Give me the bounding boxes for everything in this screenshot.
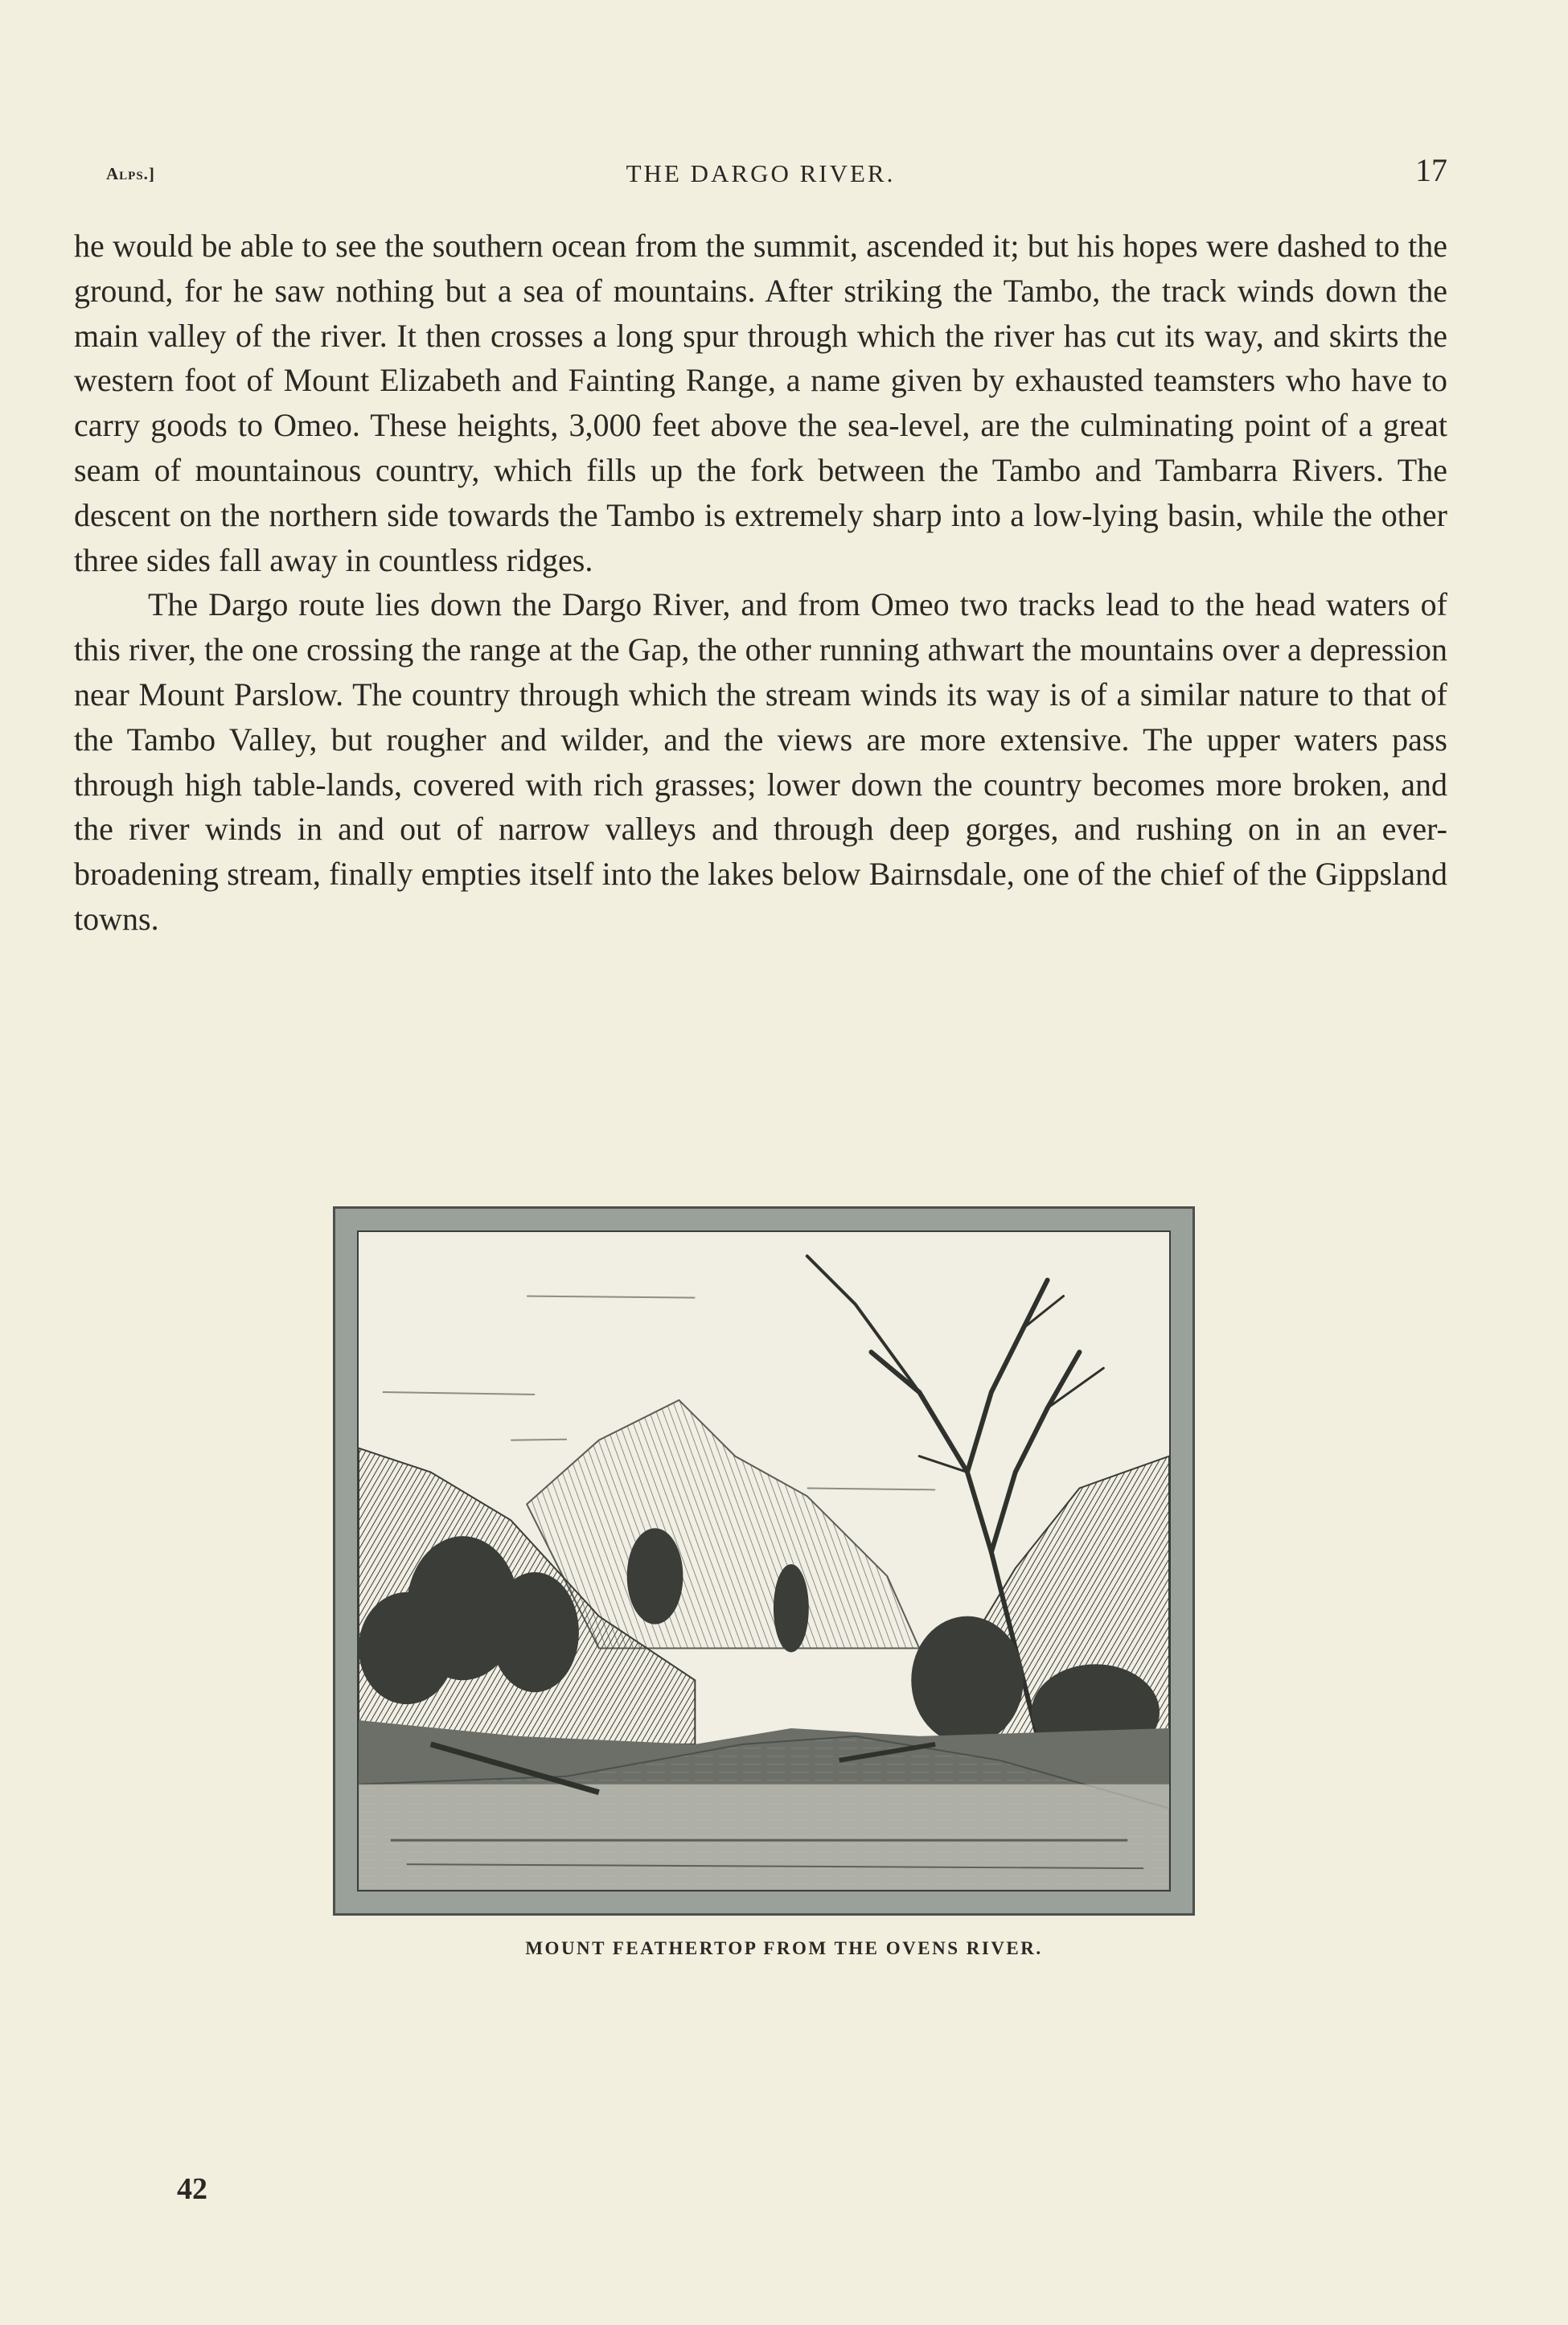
body-text [74,224,1447,942]
running-header [74,152,1447,198]
section-label: Alps.] [106,164,155,183]
paragraph: he would be able to see the southern ocean from the summit, ascended it; but his hopes were dashed to the ground, for he saw nothing but a sea of mountains. After striking the Tambo, the track winds down the main valley of the river. It then crosses a long spur through which the river has cut its way, and skirts the western foot of Mount Elizabeth and Fainting Range, a name given by exhausted teamsters who have to carry goods to Omeo. These heights, 3,000 feet above the sea-level, are the culminating point of a great seam of mountainous country, which fills up the fork between the Tambo and Tambarra Rivers. The descent on the northern side towards the Tambo is extremely sharp into a low-lying basin, while the other three sides fall away in countless ridges. [74,228,1447,578]
figure-caption: MOUNT FEATHERTOP FROM THE OVENS RIVER. [525,1938,1043,1958]
page-number: 17 [1415,152,1447,188]
paragraph: The Dargo route lies down the Dargo River, and from Omeo two tracks lead to the head waters of this river, the one crossing the range at the Gap, the other running athwart the mountains over a depression near Mount Parslow. The country through which the stream winds its way is of a similar nature to that of the Tambo Valley, but rougher and wilder, and the views are more extensive. The upper waters pass through high table-lands, covered with rich grasses; lower down the country becomes more broken, and the river winds in and out of narrow valleys and through deep gorges, and rushing on in an ever-broadening stream, finally empties itself into the lakes below Bairnsdale, one of the chief of the Gippsland towns. [74,586,1447,937]
illustration-frame [333,1206,1195,1916]
engraving-mount-feathertop [357,1230,1171,1892]
signature-mark: 42 [177,2172,207,2206]
page-title: THE DARGO RIVER. [626,159,896,187]
